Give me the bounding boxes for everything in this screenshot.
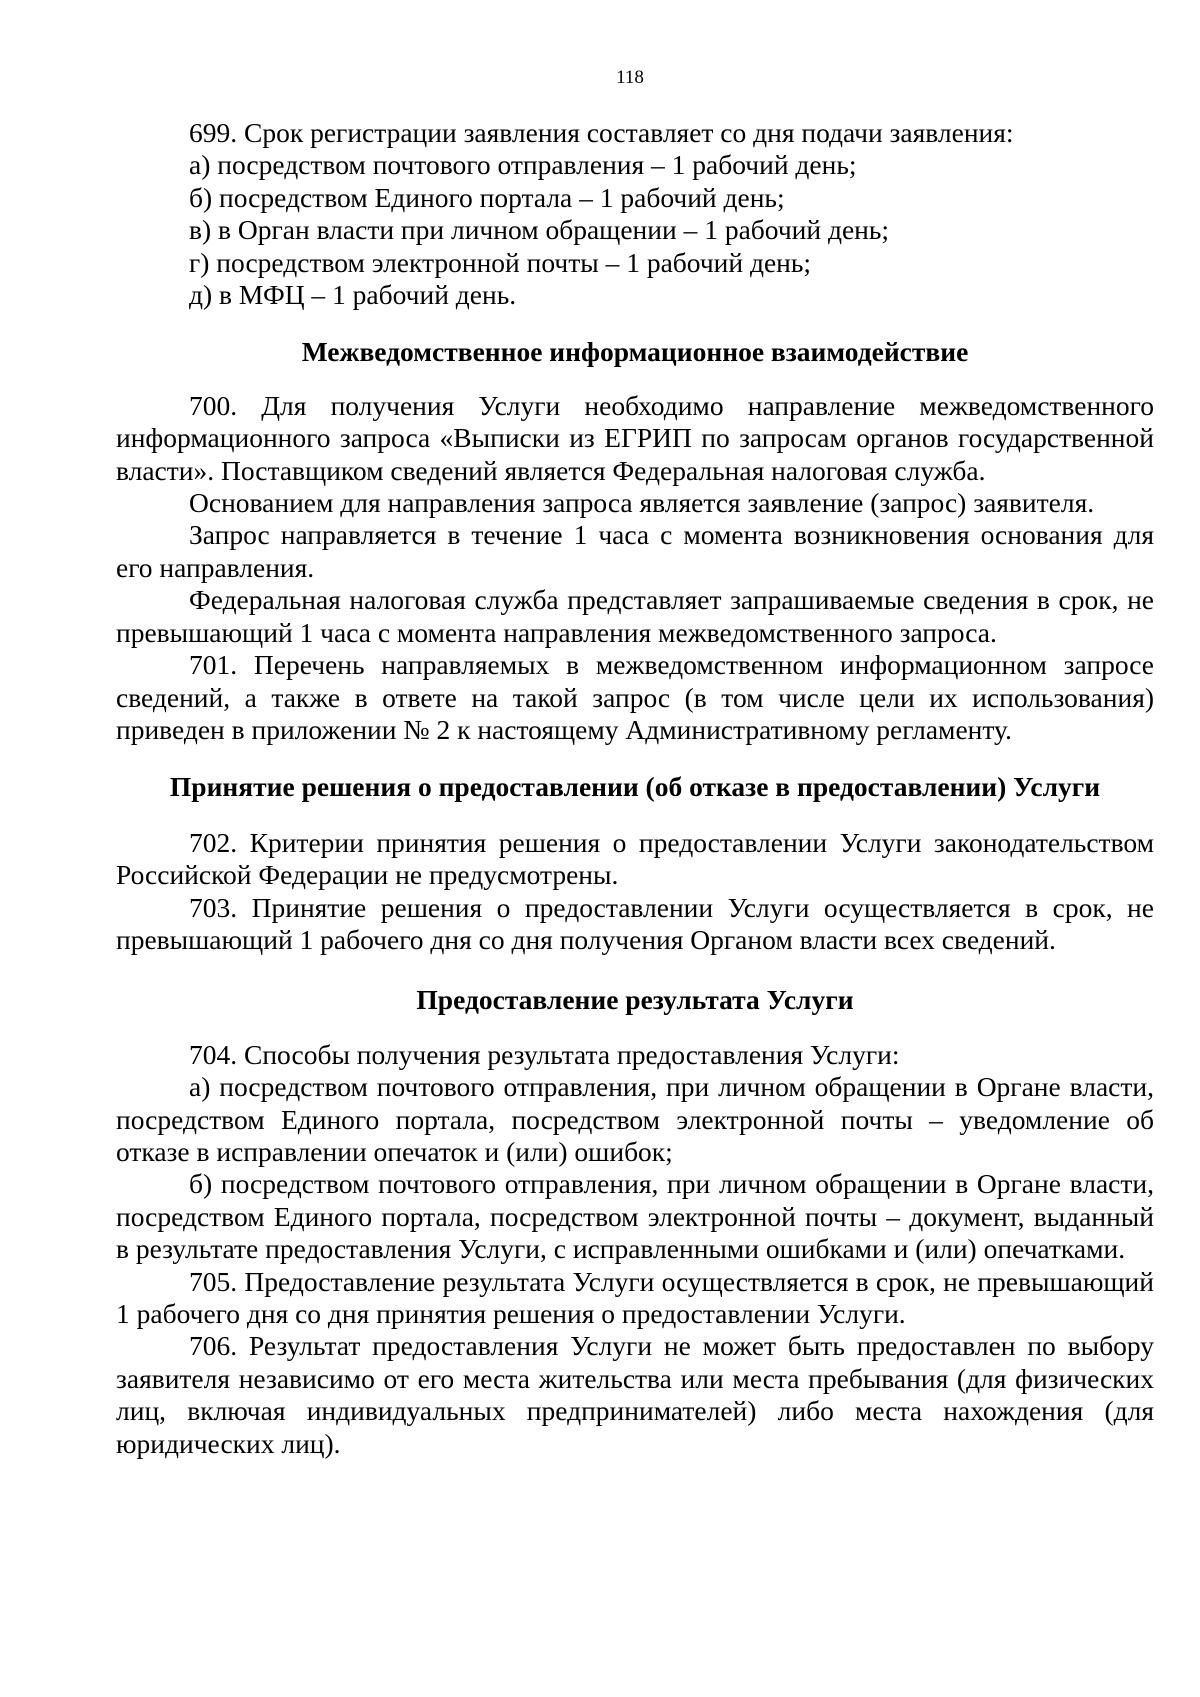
list-item: г) посредством электронной почты – 1 рабочий день;: [189, 246, 812, 278]
paragraph-701: 701. Перечень направляемых в межведомственном информационном запросе сведений, а также в ответе на такой запрос (в том числе цели их использования) приведен в приложении № 2 к настоящему Административному регламенту.: [116, 649, 1154, 745]
paragraph-705: 705. Предоставление результата Услуги осуществляется в срок, не превышающий 1 рабочего дня со дня принятия решения о предоставлении Услуги.: [116, 1265, 1154, 1329]
list-item: б) посредством почтового отправления, при личном обращении в Органе власти, посредством Единого портала, посредством электронной почты – документ, выданный в результате предоставления Услуги, с исправленными ошибками и (или) опечатками.: [116, 1168, 1154, 1265]
list-item: д) в МФЦ – 1 рабочий день.: [189, 279, 517, 311]
page-content: [116, 117, 1154, 1460]
paragraph: Основанием для направления запроса является заявление (запрос) заявителя.: [189, 487, 1095, 519]
paragraph: Федеральная налоговая служба представляет запрашиваемые сведения в срок, не превышающий 1 часа с момента направления межведомственного запроса.: [116, 584, 1154, 648]
list-item: а) посредством почтового отправления, при личном обращении в Органе власти, посредством Единого портала, посредством электронной почты – уведомление об отказе в исправлении опечаток и (или) ошибок;: [116, 1071, 1154, 1167]
paragraph-706: 706. Результат предоставления Услуги не может быть предоставлен по выбору заявителя независимо от его места жительства или места пребывания (для физических лиц, включая индивидуальных предпринимателей) либо места нахождения (для юридических лиц).: [116, 1330, 1154, 1459]
list-item: а) посредством почтового отправления – 1 рабочий день;: [189, 149, 857, 181]
paragraph-702: 702. Критерии принятия решения о предоставлении Услуги законодательством Российской Федерации не предусмотрены.: [116, 826, 1154, 891]
page-number: 118: [616, 67, 644, 88]
paragraph-703: 703. Принятие решения о предоставлении Услуги осуществляется в срок, не превышающий 1 рабочего дня со дня получения Органом власти всех сведений.: [116, 891, 1154, 955]
section-heading-result: Предоставление результата Услуги: [416, 984, 854, 1016]
list-item: в) в Орган власти при личном обращении – 1 рабочий день;: [189, 214, 890, 246]
paragraph-704: 704. Способы получения результата предоставления Услуги:: [189, 1038, 900, 1070]
section-heading-decision: Принятие решения о предоставлении (об отказе в предоставлении) Услуги: [169, 771, 1101, 803]
paragraph: Запрос направляется в течение 1 часа с момента возникновения основания для его направления.: [116, 519, 1154, 583]
paragraph-699: 699. Срок регистрации заявления составляет со дня подачи заявления:: [189, 117, 1014, 148]
paragraph-700: 700. Для получения Услуги необходимо направление межведомственного информационного запроса «Выписки из ЕГРИП по запросам органов государственной власти». Поставщиком сведений является Федеральная налоговая служба.: [116, 389, 1154, 486]
section-heading-interagency: Межведомственное информационное взаимодействие: [301, 336, 969, 368]
list-item: б) посредством Единого портала – 1 рабочий день;: [189, 181, 785, 213]
